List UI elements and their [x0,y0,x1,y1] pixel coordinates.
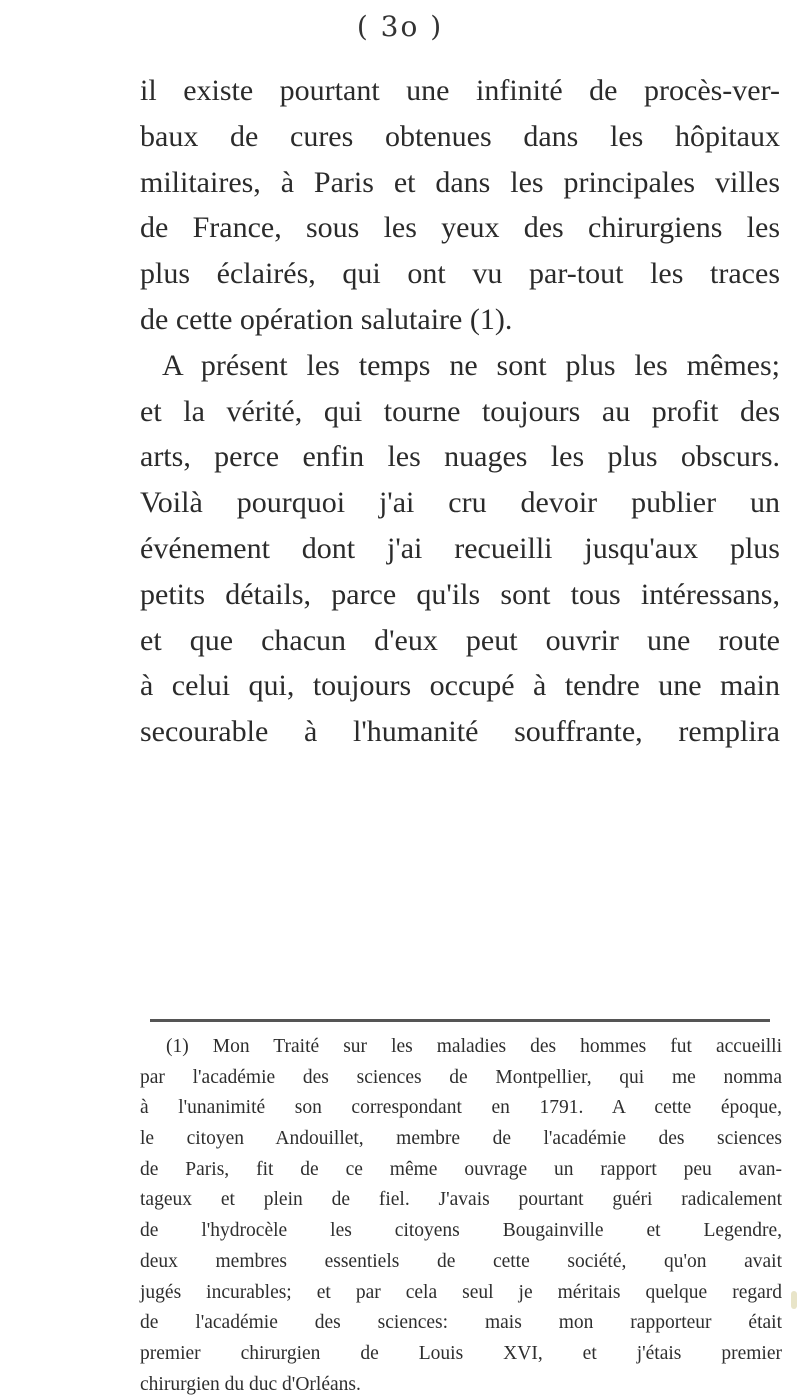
body-line: baux de cures obtenues dans les hôpitaux [140,119,780,153]
footnote-line: jugés incurables; et par cela seul je méritais quelque regard [140,1281,782,1303]
footnote-line: deux membres essentiels de cette société, qu'on avait [140,1250,782,1272]
page-number: ( 3o ) [356,10,444,43]
body-line: et que chacun d'eux peut ouvrir une route [140,623,780,657]
body-line: et la vérité, qui tourne toujours au profit des [140,394,780,428]
footnote-line: (1) Mon Traité sur les maladies des hommes fut accueilli [166,1036,782,1057]
footnote-line: de l'académie des sciences: mais mon rapporteur était [140,1312,782,1334]
footnote-line: par l'académie des sciences de Montpellier, qui me nomma [140,1066,782,1088]
body-line: arts, perce enfin les nuages les plus obscurs. [140,440,780,474]
body-line: petits détails, parce qu'ils sont tous intéressans, [140,577,780,611]
body-line: de France, sous les yeux des chirurgiens les [140,211,780,245]
paper-stain [791,1291,797,1309]
body-line: il existe pourtant une infinité de procès-ver- [140,74,780,107]
footnote-line: de Paris, fit de ce même ouvrage un rapport peu avan- [140,1158,782,1180]
footnote-divider [150,1019,770,1022]
footnote-line: à l'unanimité son correspondant en 1791. A cette époque, [140,1097,782,1119]
footnote-line: tageux et plein de fiel. J'avais pourtant guéri radicalement [140,1189,782,1211]
footnote-line: le citoyen Andouillet, membre de l'académie des sciences [140,1128,782,1150]
footnote-line: de l'hydrocèle les citoyens Bougainville et Legendre, [140,1220,782,1242]
body-line: plus éclairés, qui ont vu par-tout les traces [140,257,780,291]
body-line: de cette opération salutaire (1). [140,302,513,336]
body-line: à celui qui, toujours occupé à tendre une main [140,669,780,703]
body-text [140,68,780,755]
body-line: Voilà pourquoi j'ai cru devoir publier un [140,486,780,520]
body-line: militaires, à Paris et dans les principales villes [140,165,780,199]
body-line: A présent les temps ne sont plus les mêmes; [162,348,780,382]
body-line: secourable à l'humanité souffrante, remplira [140,715,780,749]
footnote-line: premier chirurgien de Louis XVI, et j'étais premier [140,1342,782,1364]
body-line: événement dont j'ai recueilli jusqu'aux plus [140,531,780,565]
footnote-line: chirurgien du duc d'Orléans. [140,1373,361,1395]
footnote [140,1032,782,1400]
